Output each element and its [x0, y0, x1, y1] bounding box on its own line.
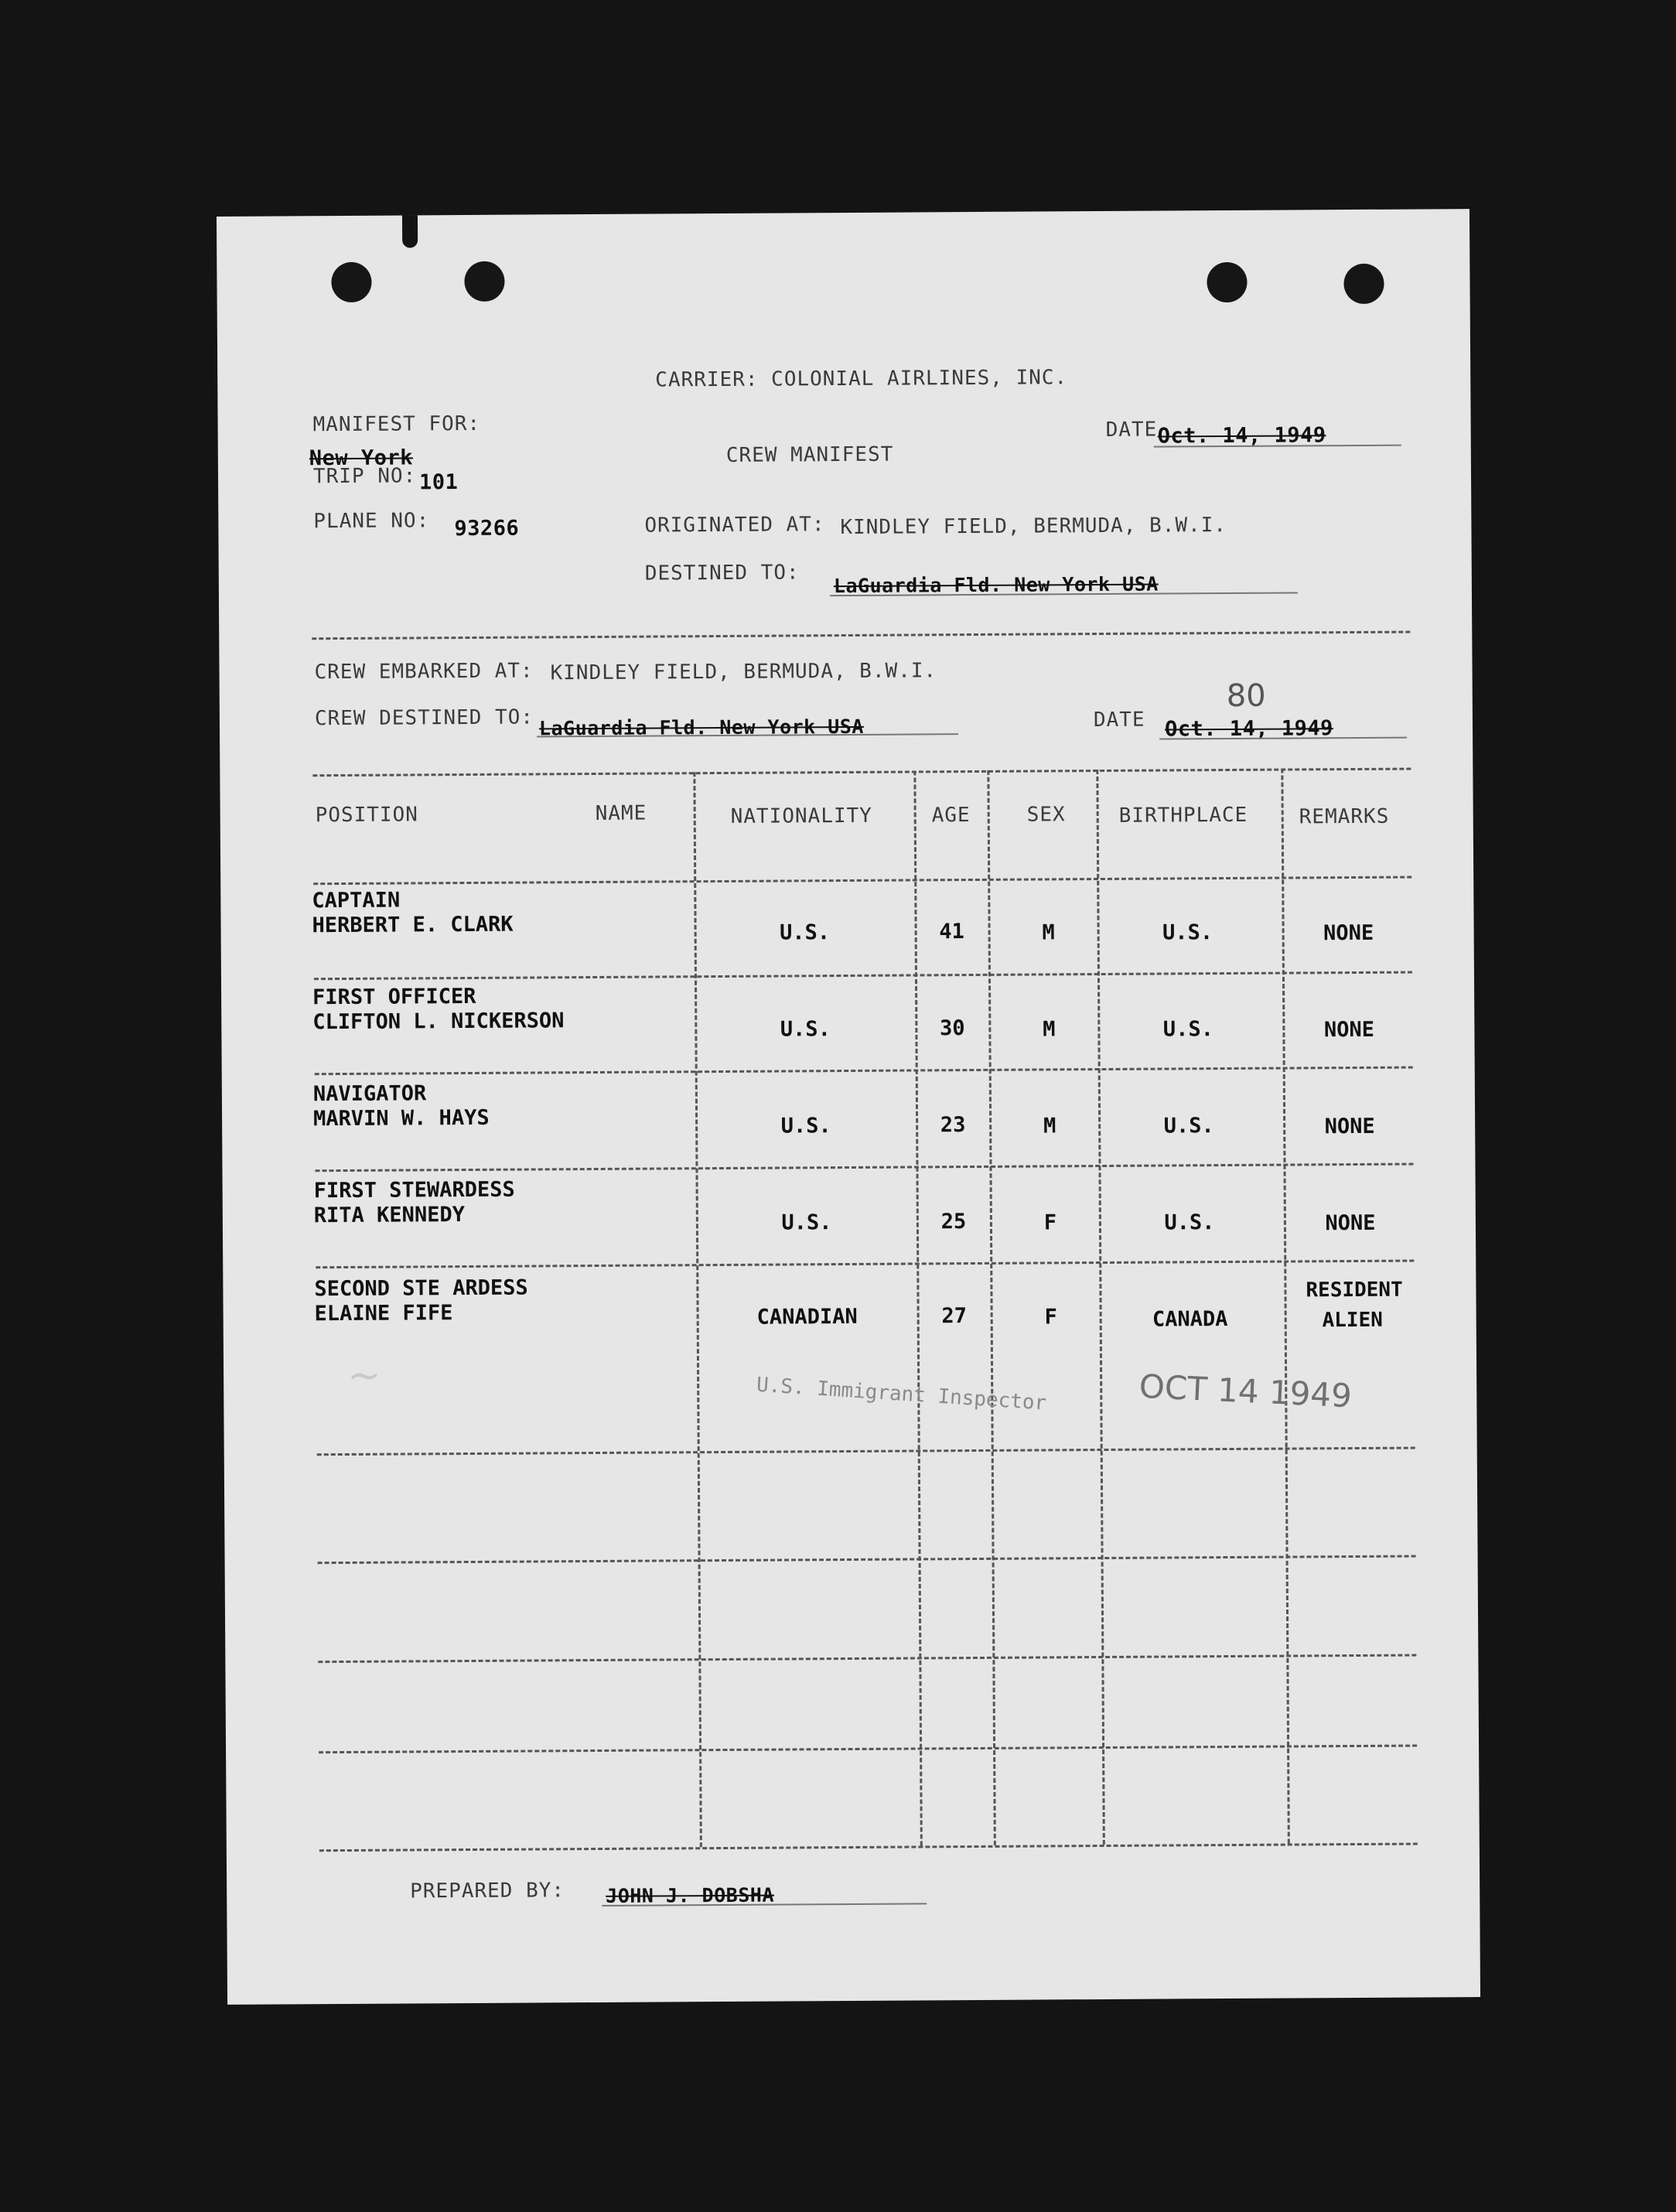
crew-embarked-label: CREW EMBARKED AT: [314, 659, 534, 684]
col-header-age: AGE [931, 804, 971, 828]
plane-no-label: PLANE NO: [313, 509, 430, 534]
faded-signature: ~ [346, 1352, 381, 1399]
table-row-remarks: NONE [1323, 920, 1374, 946]
crew-destined-label: CREW DESTINED TO: [314, 705, 534, 731]
table-row-position: SECOND STE ARDESS [314, 1275, 528, 1302]
crew-destined-value: LaGuardia Fld. New York USA [538, 715, 864, 740]
table-row-remarks: NONE [1325, 1210, 1376, 1236]
table-bottom-line [319, 1843, 1418, 1852]
table-row-remarks: RESIDENT ALIEN [1306, 1278, 1403, 1333]
prepared-by-label: PREPARED BY: [410, 1879, 565, 1903]
col-header-nationality: NATIONALITY [730, 804, 872, 828]
crew-embarked-value: KINDLEY FIELD, BERMUDA, B.W.I. [550, 659, 937, 685]
manifest-page [217, 209, 1480, 2005]
date-label: DATE [1105, 418, 1158, 442]
col-header-birthplace: BIRTHPLACE [1118, 803, 1248, 828]
destined-value: LaGuardia Fld. New York USA [833, 572, 1159, 598]
column-line [693, 772, 701, 1847]
manifest-for-label: MANIFEST FOR: [312, 411, 481, 437]
inspector-stamp-text: U.S. Immigrant Inspector [756, 1373, 1048, 1415]
trip-no-value: 101 [418, 470, 459, 495]
plane-no-value: 93266 [454, 516, 520, 541]
table-row-nationality: U.S. [780, 920, 831, 945]
prepared-by-value: JOHN J. DOBSHA [606, 1883, 775, 1907]
table-row-birthplace: U.S. [1163, 1114, 1214, 1138]
table-row-position: FIRST STEWARDESS [313, 1177, 515, 1203]
table-row-name: RITA KENNEDY [313, 1203, 466, 1228]
col-header-name: NAME [595, 801, 647, 825]
table-row-name: ELAINE FIFE [314, 1301, 453, 1326]
table-row-age: 23 [940, 1113, 966, 1138]
table-row-sex: M [1043, 1017, 1056, 1042]
trip-no-label: TRIP NO: [312, 464, 417, 489]
table-row-nationality: CANADIAN [756, 1304, 858, 1330]
table-row-name: HERBERT E. CLARK [312, 912, 514, 938]
originated-value: KINDLEY FIELD, BERMUDA, B.W.I. [840, 513, 1227, 540]
table-row-nationality: U.S. [780, 1114, 831, 1138]
table-row-remarks: NONE [1324, 1114, 1375, 1139]
row-line [318, 1555, 1416, 1565]
table-row-age: 30 [940, 1016, 965, 1041]
originated-label: ORIGINATED AT: [644, 513, 825, 538]
divider [312, 631, 1410, 640]
table-row-name: MARVIN W. HAYS [312, 1105, 490, 1132]
table-row-age: 27 [941, 1304, 968, 1329]
carrier-line: CARRIER: COLONIAL AIRLINES, INC. [655, 366, 1068, 392]
table-row-birthplace: CANADA [1152, 1307, 1228, 1332]
col-header-position: POSITION [315, 803, 419, 828]
table-row-birthplace: U.S. [1162, 920, 1213, 945]
punch-hole [464, 261, 504, 302]
row-line [316, 1260, 1414, 1269]
table-row-age: 25 [940, 1210, 967, 1234]
table-row-name: CLIFTON L. NICKERSON [312, 1009, 565, 1035]
table-row-age: 41 [939, 920, 964, 944]
table-row-nationality: U.S. [781, 1210, 832, 1235]
table-row-position: FIRST OFFICER [312, 984, 476, 1010]
row-line [314, 971, 1412, 981]
page-title: CREW MANIFEST [725, 442, 894, 467]
table-top-line [312, 768, 1411, 777]
header-bottom-line [313, 876, 1411, 886]
row-line [315, 1067, 1413, 1076]
table-row-birthplace: U.S. [1162, 1017, 1214, 1042]
col-header-remarks: REMARKS [1299, 804, 1390, 829]
crew-date-value: Oct. 14, 1949 [1164, 716, 1333, 742]
table-row-position: CAPTAIN [312, 888, 401, 913]
row-line [315, 1163, 1413, 1173]
handwritten-number: 80 [1226, 678, 1266, 715]
punch-hole [1207, 262, 1247, 302]
table-row-sex: M [1042, 920, 1055, 945]
table-row-position: NAVIGATOR [312, 1081, 427, 1107]
punch-hole [1343, 264, 1384, 304]
table-row-sex: M [1043, 1114, 1056, 1138]
row-line [319, 1745, 1417, 1754]
table-row-sex: F [1044, 1305, 1057, 1330]
table-row-nationality: U.S. [780, 1017, 831, 1042]
row-line [317, 1447, 1415, 1456]
table-row-birthplace: U.S. [1164, 1210, 1215, 1235]
date-value: Oct. 14, 1949 [1157, 423, 1326, 449]
row-line [318, 1654, 1416, 1664]
inspector-stamp-date: OCT 14 1949 [1138, 1367, 1353, 1415]
table-row-sex: F [1043, 1210, 1057, 1235]
destined-label: DESTINED TO: [644, 561, 800, 585]
punch-hole [331, 262, 371, 302]
torn-edge [402, 215, 418, 247]
crew-date-label: DATE [1093, 708, 1145, 732]
col-header-sex: SEX [1026, 803, 1066, 827]
table-row-remarks: NONE [1323, 1017, 1375, 1043]
manifest-for-value: New York [309, 445, 414, 471]
